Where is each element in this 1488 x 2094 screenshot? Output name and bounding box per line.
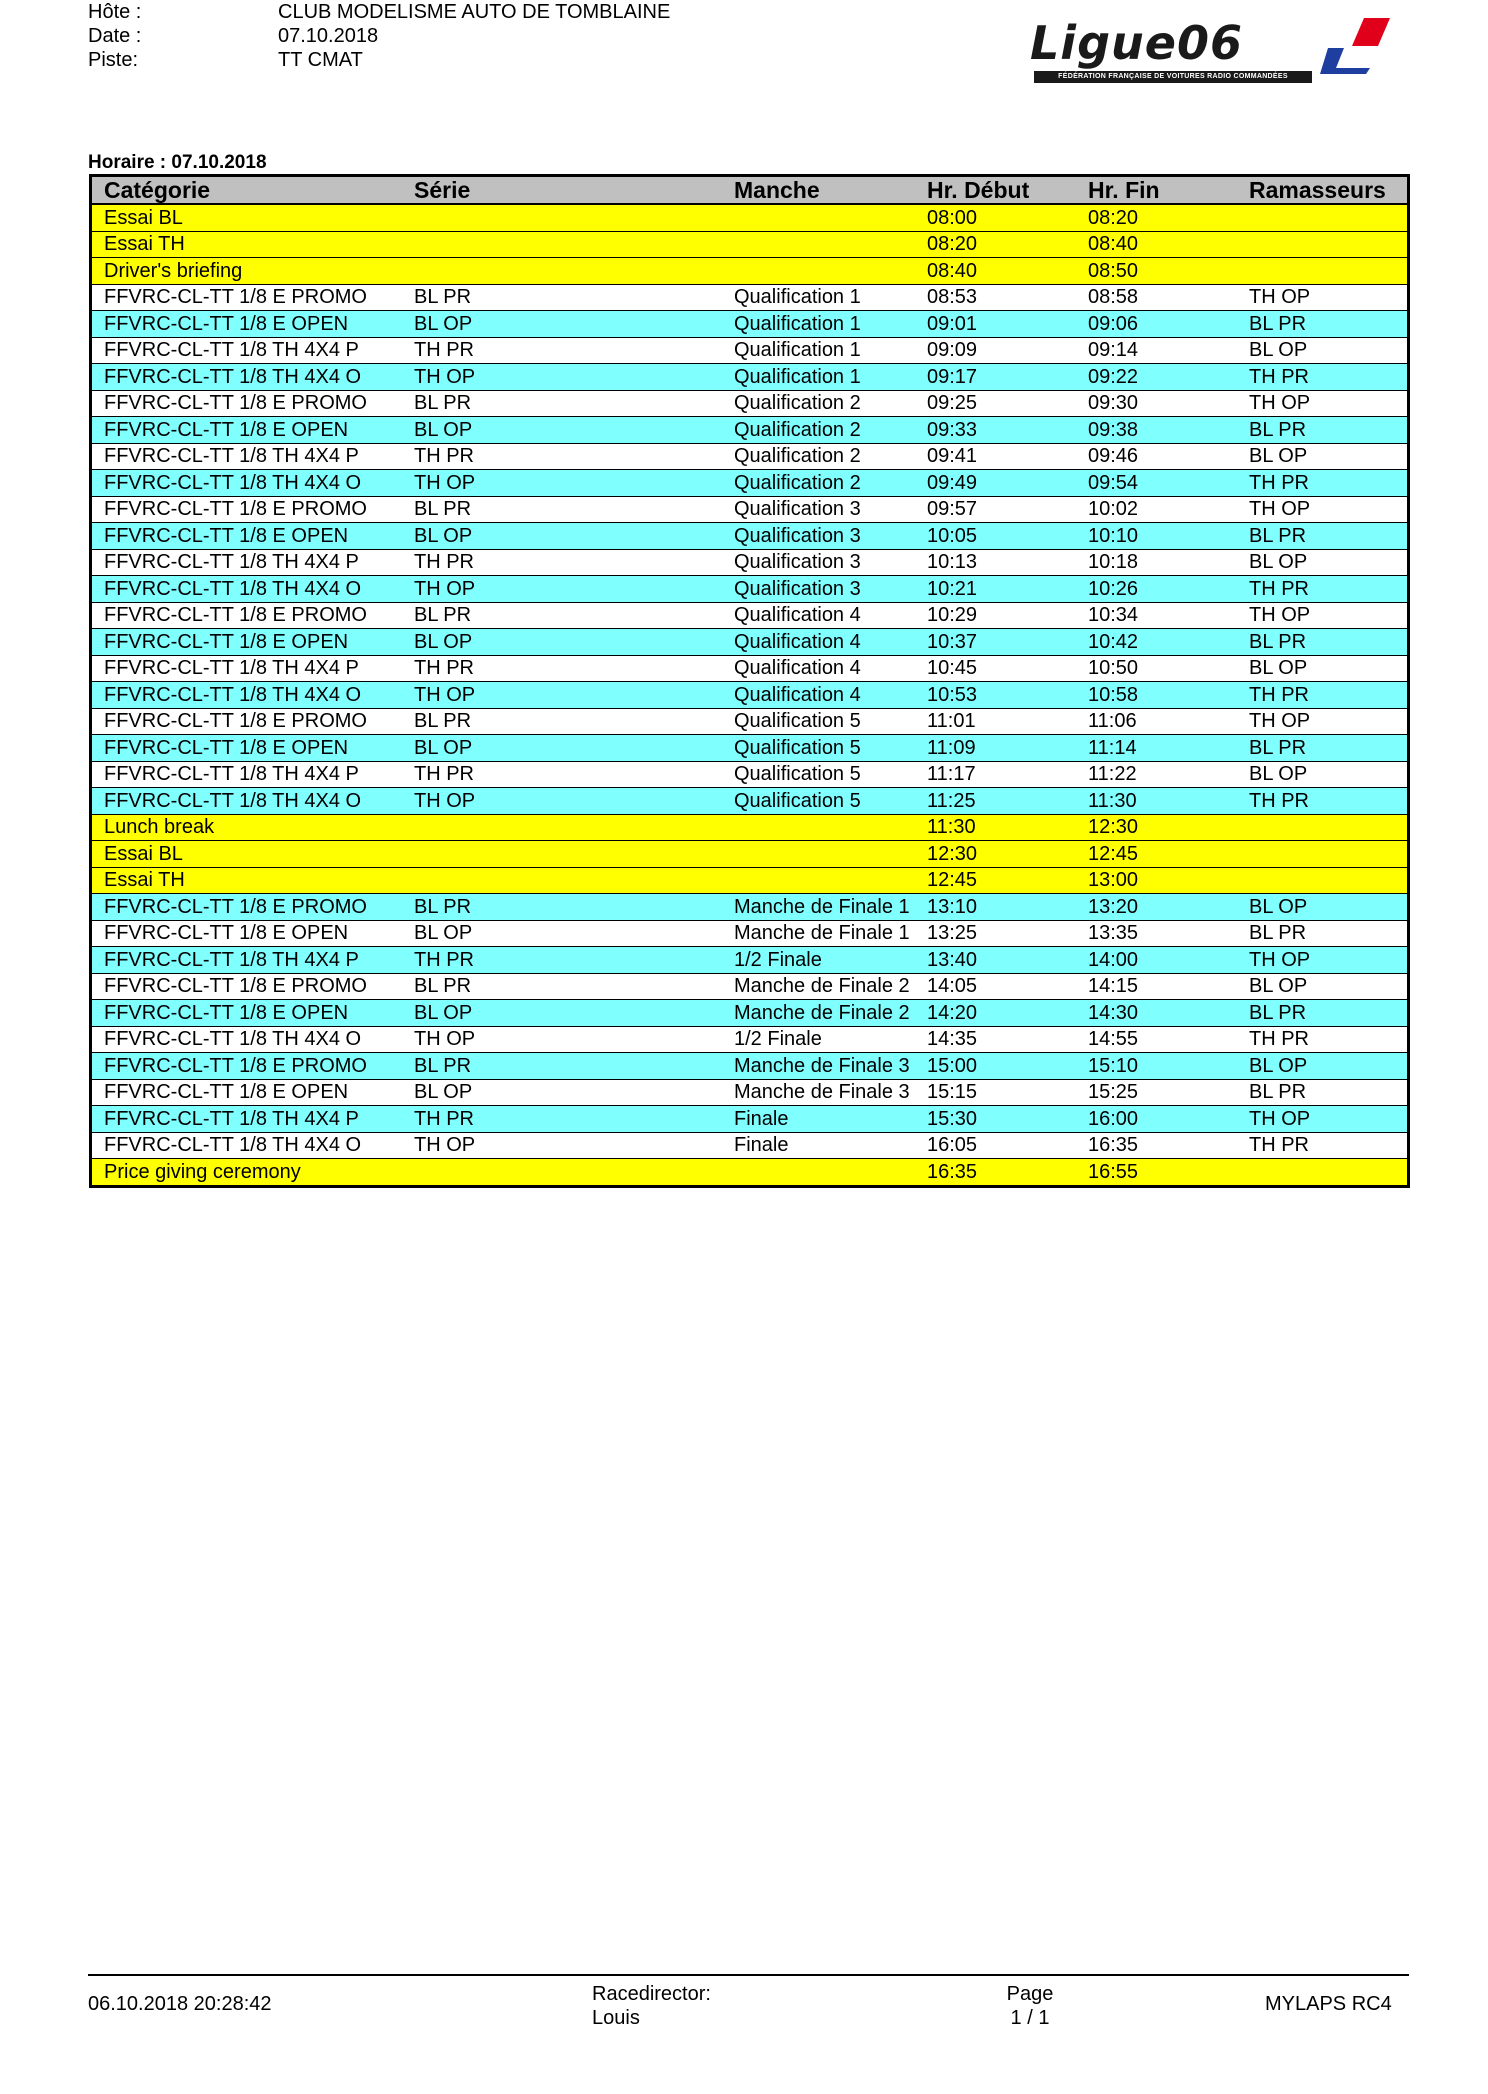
cell-marshals: BL OP [1237, 894, 1409, 921]
cell-category: FFVRC-CL-TT 1/8 TH 4X4 P [91, 549, 403, 576]
cell-start-time: 13:10 [915, 894, 1076, 921]
table-row [91, 523, 1409, 550]
cell-end-time: 13:35 [1076, 920, 1237, 947]
cell-category: FFVRC-CL-TT 1/8 E PROMO [91, 284, 403, 311]
printed-timestamp: 06.10.2018 20:28:42 [88, 1993, 272, 2015]
table-row [91, 1106, 1409, 1133]
cell-series: TH OP [402, 788, 722, 815]
cell-category: Essai TH [91, 867, 403, 894]
cell-start-time: 11:25 [915, 788, 1076, 815]
table-row [91, 470, 1409, 497]
cell-series: TH OP [402, 682, 722, 709]
cell-heat: Qualification 1 [722, 311, 915, 338]
cell-category: Essai TH [91, 231, 403, 258]
table-row [91, 708, 1409, 735]
cell-start-time: 09:17 [915, 364, 1076, 391]
cell-marshals: BL PR [1237, 1000, 1409, 1027]
cell-category: FFVRC-CL-TT 1/8 E OPEN [91, 629, 403, 656]
cell-heat: Manche de Finale 2 [722, 1000, 915, 1027]
table-row [91, 867, 1409, 894]
cell-start-time: 12:45 [915, 867, 1076, 894]
cell-category: FFVRC-CL-TT 1/8 TH 4X4 P [91, 947, 403, 974]
cell-heat [722, 841, 915, 868]
software-name: MYLAPS RC4 [1265, 1993, 1392, 2015]
cell-marshals: TH OP [1237, 708, 1409, 735]
cell-marshals: BL PR [1237, 417, 1409, 444]
cell-end-time: 08:40 [1076, 231, 1237, 258]
cell-end-time: 14:00 [1076, 947, 1237, 974]
cell-heat: Qualification 2 [722, 470, 915, 497]
cell-start-time: 09:33 [915, 417, 1076, 444]
page-number: 1 / 1 [1010, 2007, 1050, 2029]
cell-end-time: 12:30 [1076, 814, 1237, 841]
cell-series: TH OP [402, 1132, 722, 1159]
table-row [91, 814, 1409, 841]
col-header-series: Série [402, 176, 722, 205]
cell-series [402, 1159, 722, 1187]
cell-category: Essai BL [91, 204, 403, 231]
cell-series: BL PR [402, 390, 722, 417]
cell-end-time: 12:45 [1076, 841, 1237, 868]
cell-heat: Finale [722, 1132, 915, 1159]
cell-marshals: BL OP [1237, 655, 1409, 682]
cell-series: BL OP [402, 523, 722, 550]
cell-series: BL OP [402, 417, 722, 444]
cell-end-time: 15:10 [1076, 1053, 1237, 1080]
cell-heat: 1/2 Finale [722, 1026, 915, 1053]
cell-end-time: 10:42 [1076, 629, 1237, 656]
schedule-body [91, 204, 1409, 1186]
cell-category: FFVRC-CL-TT 1/8 E OPEN [91, 1079, 403, 1106]
cell-marshals: TH PR [1237, 788, 1409, 815]
date-row [88, 24, 670, 48]
ligue06-logo [1030, 16, 1400, 86]
cell-marshals: BL OP [1237, 1053, 1409, 1080]
table-row [91, 549, 1409, 576]
table-row [91, 894, 1409, 921]
table-row [91, 682, 1409, 709]
cell-heat [722, 867, 915, 894]
cell-start-time: 15:00 [915, 1053, 1076, 1080]
cell-category: FFVRC-CL-TT 1/8 E PROMO [91, 708, 403, 735]
cell-heat: Qualification 2 [722, 443, 915, 470]
cell-category: FFVRC-CL-TT 1/8 TH 4X4 O [91, 1132, 403, 1159]
cell-category: FFVRC-CL-TT 1/8 E PROMO [91, 390, 403, 417]
cell-start-time: 10:21 [915, 576, 1076, 603]
cell-heat: Manche de Finale 1 [722, 920, 915, 947]
cell-end-time: 10:10 [1076, 523, 1237, 550]
col-header-heat: Manche [722, 176, 915, 205]
table-row [91, 629, 1409, 656]
date-value: 07.10.2018 [278, 25, 379, 47]
table-row [91, 231, 1409, 258]
cell-start-time: 09:57 [915, 496, 1076, 523]
cell-heat: Qualification 5 [722, 708, 915, 735]
cell-category: FFVRC-CL-TT 1/8 E OPEN [91, 735, 403, 762]
cell-end-time: 13:20 [1076, 894, 1237, 921]
cell-end-time: 09:54 [1076, 470, 1237, 497]
cell-start-time: 08:53 [915, 284, 1076, 311]
cell-series: BL OP [402, 920, 722, 947]
cell-heat: Qualification 1 [722, 364, 915, 391]
cell-heat [722, 814, 915, 841]
table-row [91, 973, 1409, 1000]
cell-marshals: TH OP [1237, 602, 1409, 629]
cell-end-time: 14:15 [1076, 973, 1237, 1000]
cell-end-time: 08:50 [1076, 258, 1237, 285]
cell-marshals [1237, 867, 1409, 894]
cell-heat: Finale [722, 1106, 915, 1133]
table-row [91, 576, 1409, 603]
logo-flag-icon [1320, 16, 1400, 76]
cell-start-time: 09:01 [915, 311, 1076, 338]
table-row [91, 602, 1409, 629]
cell-category: FFVRC-CL-TT 1/8 E PROMO [91, 1053, 403, 1080]
cell-category: FFVRC-CL-TT 1/8 E OPEN [91, 311, 403, 338]
cell-category: FFVRC-CL-TT 1/8 TH 4X4 P [91, 443, 403, 470]
table-row [91, 364, 1409, 391]
cell-marshals: BL PR [1237, 311, 1409, 338]
table-row [91, 1053, 1409, 1080]
cell-start-time: 08:40 [915, 258, 1076, 285]
cell-series [402, 204, 722, 231]
cell-series: BL PR [402, 1053, 722, 1080]
cell-category: FFVRC-CL-TT 1/8 TH 4X4 O [91, 788, 403, 815]
page-label: Page [1006, 1983, 1054, 2005]
cell-marshals: TH OP [1237, 390, 1409, 417]
cell-marshals: BL OP [1237, 549, 1409, 576]
cell-series: TH PR [402, 761, 722, 788]
cell-heat: Qualification 4 [722, 629, 915, 656]
cell-marshals [1237, 1159, 1409, 1187]
cell-end-time: 15:25 [1076, 1079, 1237, 1106]
cell-start-time: 10:05 [915, 523, 1076, 550]
cell-series: BL PR [402, 284, 722, 311]
cell-category: FFVRC-CL-TT 1/8 TH 4X4 O [91, 1026, 403, 1053]
cell-marshals: TH PR [1237, 470, 1409, 497]
cell-end-time: 09:30 [1076, 390, 1237, 417]
cell-start-time: 09:25 [915, 390, 1076, 417]
cell-heat [722, 204, 915, 231]
cell-start-time: 09:09 [915, 337, 1076, 364]
table-row [91, 204, 1409, 231]
table-row [91, 284, 1409, 311]
cell-end-time: 16:35 [1076, 1132, 1237, 1159]
cell-heat [722, 1159, 915, 1187]
cell-end-time: 13:00 [1076, 867, 1237, 894]
cell-category: FFVRC-CL-TT 1/8 E OPEN [91, 523, 403, 550]
cell-end-time: 11:30 [1076, 788, 1237, 815]
cell-end-time: 08:20 [1076, 204, 1237, 231]
table-row [91, 1132, 1409, 1159]
cell-series: BL PR [402, 894, 722, 921]
cell-series [402, 841, 722, 868]
cell-marshals: TH OP [1237, 284, 1409, 311]
cell-category: FFVRC-CL-TT 1/8 E PROMO [91, 894, 403, 921]
cell-category: FFVRC-CL-TT 1/8 TH 4X4 O [91, 470, 403, 497]
cell-series: TH PR [402, 1106, 722, 1133]
cell-end-time: 11:06 [1076, 708, 1237, 735]
cell-heat: 1/2 Finale [722, 947, 915, 974]
cell-category: FFVRC-CL-TT 1/8 E PROMO [91, 602, 403, 629]
cell-series: BL OP [402, 735, 722, 762]
track-row [88, 48, 670, 72]
cell-heat [722, 258, 915, 285]
cell-start-time: 08:20 [915, 231, 1076, 258]
cell-start-time: 09:49 [915, 470, 1076, 497]
cell-category: FFVRC-CL-TT 1/8 TH 4X4 P [91, 1106, 403, 1133]
cell-heat: Manche de Finale 2 [722, 973, 915, 1000]
cell-end-time: 14:55 [1076, 1026, 1237, 1053]
cell-marshals: TH OP [1237, 1106, 1409, 1133]
cell-heat: Qualification 2 [722, 417, 915, 444]
cell-series [402, 867, 722, 894]
cell-series: TH PR [402, 337, 722, 364]
cell-start-time: 11:09 [915, 735, 1076, 762]
cell-end-time: 09:06 [1076, 311, 1237, 338]
cell-heat: Qualification 2 [722, 390, 915, 417]
cell-category: FFVRC-CL-TT 1/8 E OPEN [91, 417, 403, 444]
cell-category: FFVRC-CL-TT 1/8 E OPEN [91, 920, 403, 947]
cell-marshals: BL OP [1237, 761, 1409, 788]
table-row [91, 655, 1409, 682]
cell-heat: Qualification 4 [722, 655, 915, 682]
cell-heat: Qualification 4 [722, 682, 915, 709]
event-meta [88, 0, 670, 72]
cell-marshals: TH PR [1237, 1026, 1409, 1053]
cell-marshals: BL PR [1237, 735, 1409, 762]
cell-series: BL OP [402, 629, 722, 656]
cell-category: FFVRC-CL-TT 1/8 TH 4X4 P [91, 655, 403, 682]
cell-series: TH PR [402, 947, 722, 974]
table-row [91, 1026, 1409, 1053]
cell-heat: Qualification 1 [722, 284, 915, 311]
cell-heat: Manche de Finale 3 [722, 1053, 915, 1080]
cell-series [402, 814, 722, 841]
cell-series [402, 258, 722, 285]
cell-start-time: 16:05 [915, 1132, 1076, 1159]
cell-marshals [1237, 814, 1409, 841]
cell-start-time: 10:29 [915, 602, 1076, 629]
cell-series: TH OP [402, 364, 722, 391]
cell-start-time: 13:40 [915, 947, 1076, 974]
cell-start-time: 08:00 [915, 204, 1076, 231]
cell-heat: Manche de Finale 1 [722, 894, 915, 921]
cell-start-time: 14:20 [915, 1000, 1076, 1027]
cell-end-time: 10:50 [1076, 655, 1237, 682]
table-row [91, 761, 1409, 788]
table-row [91, 788, 1409, 815]
cell-category: Price giving ceremony [91, 1159, 403, 1187]
schedule-title: Horaire : 07.10.2018 [88, 152, 267, 173]
cell-start-time: 15:30 [915, 1106, 1076, 1133]
cell-heat: Qualification 3 [722, 496, 915, 523]
racedirector-label: Racedirector: [592, 1983, 711, 2005]
cell-start-time: 12:30 [915, 841, 1076, 868]
cell-end-time: 09:14 [1076, 337, 1237, 364]
cell-series: BL PR [402, 602, 722, 629]
col-header-marshals: Ramasseurs [1237, 176, 1409, 205]
cell-marshals: BL PR [1237, 1079, 1409, 1106]
cell-marshals [1237, 841, 1409, 868]
cell-start-time: 10:13 [915, 549, 1076, 576]
col-header-category: Catégorie [91, 176, 403, 205]
cell-heat: Qualification 3 [722, 576, 915, 603]
cell-marshals: BL PR [1237, 629, 1409, 656]
cell-end-time: 09:22 [1076, 364, 1237, 391]
cell-end-time: 10:58 [1076, 682, 1237, 709]
cell-marshals: TH PR [1237, 682, 1409, 709]
cell-end-time: 10:34 [1076, 602, 1237, 629]
cell-marshals: TH PR [1237, 364, 1409, 391]
table-row [91, 947, 1409, 974]
cell-series: TH OP [402, 576, 722, 603]
cell-marshals: TH PR [1237, 1132, 1409, 1159]
cell-heat: Qualification 4 [722, 602, 915, 629]
cell-end-time: 10:26 [1076, 576, 1237, 603]
cell-start-time: 11:17 [915, 761, 1076, 788]
cell-end-time: 14:30 [1076, 1000, 1237, 1027]
host-label: Hôte : [88, 1, 142, 23]
cell-series: TH OP [402, 470, 722, 497]
logo-text: Ligue06 [1030, 16, 1243, 70]
table-row [91, 920, 1409, 947]
cell-category: FFVRC-CL-TT 1/8 TH 4X4 P [91, 337, 403, 364]
cell-series: BL OP [402, 1000, 722, 1027]
host-row [88, 0, 670, 24]
cell-marshals [1237, 258, 1409, 285]
cell-category: Essai BL [91, 841, 403, 868]
cell-marshals: BL OP [1237, 337, 1409, 364]
cell-series: TH PR [402, 443, 722, 470]
cell-end-time: 09:38 [1076, 417, 1237, 444]
table-row [91, 735, 1409, 762]
cell-category: FFVRC-CL-TT 1/8 TH 4X4 O [91, 576, 403, 603]
cell-series: TH PR [402, 549, 722, 576]
cell-series: BL OP [402, 311, 722, 338]
cell-start-time: 13:25 [915, 920, 1076, 947]
cell-series: TH PR [402, 655, 722, 682]
cell-series: BL PR [402, 708, 722, 735]
cell-marshals: BL OP [1237, 973, 1409, 1000]
cell-marshals: TH OP [1237, 496, 1409, 523]
racedirector-name: Louis [592, 2007, 640, 2029]
cell-end-time: 09:46 [1076, 443, 1237, 470]
cell-heat: Qualification 3 [722, 523, 915, 550]
cell-category: FFVRC-CL-TT 1/8 E OPEN [91, 1000, 403, 1027]
cell-marshals: BL OP [1237, 443, 1409, 470]
cell-heat: Manche de Finale 3 [722, 1079, 915, 1106]
cell-series: BL PR [402, 973, 722, 1000]
cell-category: FFVRC-CL-TT 1/8 TH 4X4 O [91, 364, 403, 391]
cell-category: FFVRC-CL-TT 1/8 E PROMO [91, 973, 403, 1000]
cell-heat: Qualification 3 [722, 549, 915, 576]
page-block [1000, 1982, 1060, 2030]
table-row [91, 390, 1409, 417]
cell-heat [722, 231, 915, 258]
cell-start-time: 11:30 [915, 814, 1076, 841]
table-row [91, 417, 1409, 444]
cell-series [402, 231, 722, 258]
cell-marshals [1237, 204, 1409, 231]
cell-marshals: BL PR [1237, 523, 1409, 550]
cell-end-time: 16:55 [1076, 1159, 1237, 1187]
cell-heat: Qualification 5 [722, 735, 915, 762]
col-header-start: Hr. Début [915, 176, 1076, 205]
cell-heat: Qualification 5 [722, 788, 915, 815]
cell-end-time: 16:00 [1076, 1106, 1237, 1133]
cell-start-time: 14:35 [915, 1026, 1076, 1053]
cell-start-time: 16:35 [915, 1159, 1076, 1187]
cell-series: BL OP [402, 1079, 722, 1106]
footer-divider [88, 1974, 1409, 1976]
table-row [91, 496, 1409, 523]
table-header-row [91, 176, 1409, 205]
cell-end-time: 11:14 [1076, 735, 1237, 762]
cell-series: BL PR [402, 496, 722, 523]
cell-end-time: 08:58 [1076, 284, 1237, 311]
cell-end-time: 11:22 [1076, 761, 1237, 788]
table-row [91, 841, 1409, 868]
cell-category: Driver's briefing [91, 258, 403, 285]
date-label: Date : [88, 25, 142, 47]
table-row [91, 1079, 1409, 1106]
cell-end-time: 10:18 [1076, 549, 1237, 576]
cell-heat: Qualification 5 [722, 761, 915, 788]
cell-start-time: 10:45 [915, 655, 1076, 682]
table-row [91, 1159, 1409, 1187]
cell-heat: Qualification 1 [722, 337, 915, 364]
cell-start-time: 15:15 [915, 1079, 1076, 1106]
col-header-end: Hr. Fin [1076, 176, 1237, 205]
cell-marshals: BL PR [1237, 920, 1409, 947]
racedirector-block [592, 1982, 711, 2030]
logo-subtitle: FÉDÉRATION FRANÇAISE DE VOITURES RADIO COMMANDÉES [1034, 71, 1312, 83]
cell-category: FFVRC-CL-TT 1/8 TH 4X4 P [91, 761, 403, 788]
cell-category: Lunch break [91, 814, 403, 841]
cell-end-time: 10:02 [1076, 496, 1237, 523]
cell-category: FFVRC-CL-TT 1/8 E PROMO [91, 496, 403, 523]
table-row [91, 258, 1409, 285]
cell-marshals: TH OP [1237, 947, 1409, 974]
table-row [91, 443, 1409, 470]
cell-start-time: 09:41 [915, 443, 1076, 470]
table-row [91, 311, 1409, 338]
host-value: CLUB MODELISME AUTO DE TOMBLAINE [278, 1, 671, 23]
table-row [91, 1000, 1409, 1027]
track-label: Piste: [88, 49, 139, 71]
cell-marshals [1237, 231, 1409, 258]
schedule-table [89, 174, 1410, 1188]
cell-series: TH OP [402, 1026, 722, 1053]
cell-start-time: 11:01 [915, 708, 1076, 735]
cell-start-time: 14:05 [915, 973, 1076, 1000]
table-row [91, 337, 1409, 364]
cell-category: FFVRC-CL-TT 1/8 TH 4X4 O [91, 682, 403, 709]
cell-marshals: TH PR [1237, 576, 1409, 603]
track-value: TT CMAT [278, 49, 363, 71]
cell-start-time: 10:53 [915, 682, 1076, 709]
cell-start-time: 10:37 [915, 629, 1076, 656]
